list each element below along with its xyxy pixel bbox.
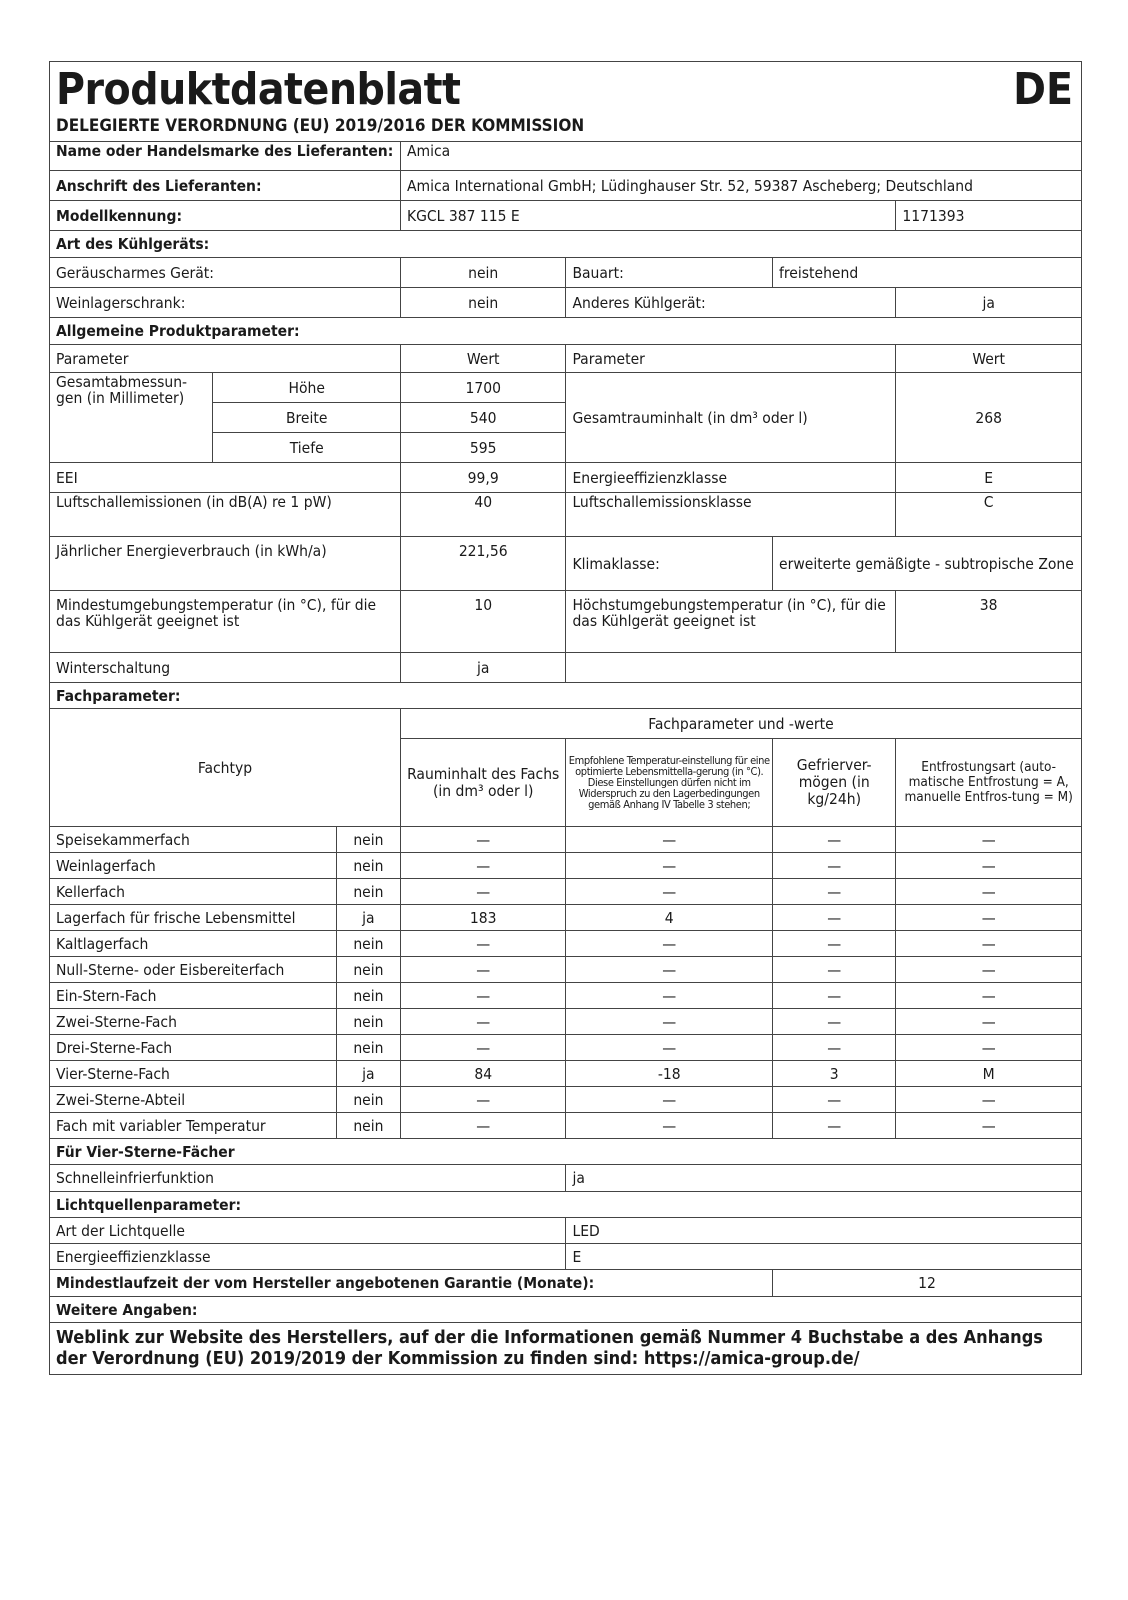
noise-row <box>50 493 1082 537</box>
compartment-values-header: Fachparameter und -werte <box>400 709 1081 739</box>
compartment-row <box>50 1087 1082 1113</box>
compartment-row <box>50 1035 1082 1061</box>
compartment-volume: 84 <box>400 1061 565 1087</box>
compartment-present: nein <box>336 957 400 983</box>
more-heading: Weitere Angaben: <box>50 1297 1082 1323</box>
col-volume-header: Rauminhalt des Fachs (in dm³ oder l) <box>400 739 565 827</box>
compartment-temp: 4 <box>566 905 773 931</box>
winter-value: ja <box>400 653 565 683</box>
ambient-temp-row <box>50 591 1082 653</box>
product-data-sheet <box>49 61 1082 1375</box>
compartment-defrost: M <box>896 1061 1082 1087</box>
compartment-volume: — <box>400 1113 565 1139</box>
value-header-right: Wert <box>896 345 1082 373</box>
compartment-freeze: — <box>773 1087 896 1113</box>
height-value: 1700 <box>400 373 565 403</box>
compartment-rows <box>50 827 1082 1139</box>
param-header: Parameter <box>50 345 401 373</box>
light-class-row <box>50 1244 1082 1270</box>
supplier-name-row <box>50 142 1082 171</box>
supplier-address-value: Amica International GmbH; Lüdinghauser Str. 52, 59387 Ascheberg; Deutschland <box>400 171 1081 201</box>
energy-class-label: Energieeffizienzklasse <box>566 463 896 493</box>
compartment-temp: — <box>566 1113 773 1139</box>
compartment-freeze: — <box>773 1113 896 1139</box>
compartment-defrost: — <box>896 853 1082 879</box>
compartment-defrost: — <box>896 957 1082 983</box>
compartment-present: nein <box>336 1113 400 1139</box>
other-appliance-label: Anderes Kühlgerät: <box>566 288 896 318</box>
quick-freeze-row <box>50 1165 1082 1192</box>
compartment-defrost: — <box>896 1009 1082 1035</box>
compartment-row <box>50 931 1082 957</box>
compartment-temp: — <box>566 1009 773 1035</box>
compartment-freeze: — <box>773 879 896 905</box>
four-star-heading-row <box>50 1139 1082 1165</box>
language-code: DE <box>1013 64 1073 115</box>
noise-value: 40 <box>400 493 565 537</box>
compartment-freeze: — <box>773 827 896 853</box>
volume-value: 268 <box>896 373 1082 463</box>
compartment-present: nein <box>336 1087 400 1113</box>
winter-row <box>50 653 1082 683</box>
energy-row <box>50 537 1082 591</box>
general-heading-row <box>50 318 1082 345</box>
compartment-name: Kellerfach <box>50 879 337 905</box>
compartment-name: Null-Sterne- oder Eisbereiterfach <box>50 957 337 983</box>
depth-label: Tiefe <box>213 433 401 463</box>
design-label: Bauart: <box>566 258 773 288</box>
compartment-freeze: — <box>773 983 896 1009</box>
compartment-present: nein <box>336 827 400 853</box>
compartment-volume: — <box>400 879 565 905</box>
compartment-type-header: Fachtyp <box>50 709 401 827</box>
compartment-name: Speisekammerfach <box>50 827 337 853</box>
warranty-value: 12 <box>773 1270 1082 1297</box>
compartment-defrost: — <box>896 1113 1082 1139</box>
compartment-row <box>50 827 1082 853</box>
min-temp-label: Mindestumgebungstemperatur (in °C), für die das Kühlgerät geeignet ist <box>50 591 401 653</box>
general-columns-row <box>50 345 1082 373</box>
col-defrost-header: Entfrostungsart (auto-matische Entfrostung = A, manuelle Entfros-tung = M) <box>896 739 1082 827</box>
compartment-row <box>50 905 1082 931</box>
compartment-temp: — <box>566 983 773 1009</box>
compartment-volume: — <box>400 1009 565 1035</box>
compartment-temp: — <box>566 827 773 853</box>
compartment-volume: — <box>400 827 565 853</box>
width-value: 540 <box>400 403 565 433</box>
compartment-defrost: — <box>896 905 1082 931</box>
quick-freeze-value: ja <box>566 1165 1082 1192</box>
wine-label: Weinlagerschrank: <box>50 288 401 318</box>
sheet-header <box>49 61 1082 141</box>
model-value: KGCL 387 115 E <box>400 201 895 231</box>
compartment-name: Zwei-Sterne-Fach <box>50 1009 337 1035</box>
dimensions-label: Gesamtabmessun-gen (in Millimeter) <box>50 373 213 463</box>
width-label: Breite <box>213 403 401 433</box>
compartment-freeze: — <box>773 1009 896 1035</box>
compartment-name: Ein-Stern-Fach <box>50 983 337 1009</box>
light-type-value: LED <box>566 1218 1082 1244</box>
quick-freeze-label: Schnelleinfrierfunktion <box>50 1165 566 1192</box>
compartment-temp: — <box>566 1035 773 1061</box>
compartment-name: Fach mit variabler Temperatur <box>50 1113 337 1139</box>
energy-class-value: E <box>896 463 1082 493</box>
compartment-row <box>50 1061 1082 1087</box>
compartment-freeze: — <box>773 1035 896 1061</box>
compartment-volume: — <box>400 957 565 983</box>
page-title: Produktdatenblatt <box>56 64 461 115</box>
low-noise-row <box>50 258 1082 288</box>
compartment-name: Kaltlagerfach <box>50 931 337 957</box>
col-freeze-header: Gefrierver-mögen (in kg/24h) <box>773 739 896 827</box>
compartment-name: Vier-Sterne-Fach <box>50 1061 337 1087</box>
energy-label: Jährlicher Energieverbrauch (in kWh/a) <box>50 537 401 591</box>
model-label: Modellkennung: <box>50 201 401 231</box>
weblink-row <box>50 1323 1082 1375</box>
compartment-present: nein <box>336 1035 400 1061</box>
compartment-row <box>50 853 1082 879</box>
compartment-present: nein <box>336 853 400 879</box>
compartment-defrost: — <box>896 879 1082 905</box>
noise-class-label: Luftschallemissionsklasse <box>566 493 896 537</box>
warranty-label: Mindestlaufzeit der vom Hersteller angebotenen Garantie (Monate): <box>50 1270 773 1297</box>
supplier-address-label: Anschrift des Lieferanten: <box>50 171 401 201</box>
compartment-volume: — <box>400 1035 565 1061</box>
compartments-group-row <box>50 709 1082 739</box>
compartment-row <box>50 983 1082 1009</box>
compartment-volume: — <box>400 931 565 957</box>
wine-value: nein <box>400 288 565 318</box>
low-noise-label: Geräuscharmes Gerät: <box>50 258 401 288</box>
noise-label: Luftschallemissionen (in dB(A) re 1 pW) <box>50 493 401 537</box>
compartment-temp: — <box>566 931 773 957</box>
compartment-freeze: 3 <box>773 1061 896 1087</box>
supplier-name-value: Amica <box>400 142 1081 171</box>
energy-value: 221,56 <box>400 537 565 591</box>
warranty-row <box>50 1270 1082 1297</box>
compartment-name: Weinlagerfach <box>50 853 337 879</box>
light-class-value: E <box>566 1244 1082 1270</box>
compartment-present: nein <box>336 879 400 905</box>
data-table <box>49 141 1082 1375</box>
weblink-text: Weblink zur Website des Herstellers, auf der die Informationen gemäß Nummer 4 Buchstabe a des Anhangs der Verordnung (EU) 2019/2019 der Kommission zu finden sind: https://amica-group.de/ <box>50 1323 1082 1375</box>
compartment-temp: — <box>566 1087 773 1113</box>
compartment-present: nein <box>336 931 400 957</box>
compartment-volume: — <box>400 1087 565 1113</box>
compartment-temp: — <box>566 853 773 879</box>
col-temp-header: Empfohlene Temperatur-einstellung für eine optimierte Lebensmittella-gerung (in °C). Diese Einstellungen dürfen nicht im Widerspruch zu den Lagerbedingungen gemäß Anhang IV Tabelle 3 stehen; <box>566 739 773 827</box>
compartment-defrost: — <box>896 1087 1082 1113</box>
compartment-defrost: — <box>896 1035 1082 1061</box>
type-heading: Art des Kühlgeräts: <box>50 231 1082 258</box>
compartment-freeze: — <box>773 931 896 957</box>
eei-row <box>50 463 1082 493</box>
compartment-row <box>50 957 1082 983</box>
type-heading-row <box>50 231 1082 258</box>
regulation-subtitle: DELEGIERTE VERORDNUNG (EU) 2019/2016 DER KOMMISSION <box>56 116 585 136</box>
compartment-temp: — <box>566 957 773 983</box>
height-row <box>50 373 1082 403</box>
model-row <box>50 201 1082 231</box>
compartment-temp: — <box>566 879 773 905</box>
supplier-name-label: Name oder Handelsmarke des Lieferanten: <box>50 142 401 171</box>
supplier-address-row <box>50 171 1082 201</box>
value-header: Wert <box>400 345 565 373</box>
min-temp-value: 10 <box>400 591 565 653</box>
height-label: Höhe <box>213 373 401 403</box>
compartment-name: Lagerfach für frische Lebensmittel <box>50 905 337 931</box>
light-heading-row <box>50 1192 1082 1218</box>
light-class-label: Energieeffizienzklasse <box>50 1244 566 1270</box>
compartment-freeze: — <box>773 957 896 983</box>
wine-row <box>50 288 1082 318</box>
depth-value: 595 <box>400 433 565 463</box>
compartments-heading: Fachparameter: <box>50 683 1082 709</box>
compartment-freeze: — <box>773 853 896 879</box>
more-heading-row <box>50 1297 1082 1323</box>
light-type-label: Art der Lichtquelle <box>50 1218 566 1244</box>
four-star-heading: Für Vier-Sterne-Fächer <box>50 1139 1082 1165</box>
compartment-row <box>50 879 1082 905</box>
compartment-present: nein <box>336 1009 400 1035</box>
climate-label: Klimaklasse: <box>566 537 773 591</box>
model-number: 1171393 <box>896 201 1082 231</box>
compartment-name: Drei-Sterne-Fach <box>50 1035 337 1061</box>
max-temp-label: Höchstumgebungstemperatur (in °C), für die das Kühlgerät geeignet ist <box>566 591 896 653</box>
other-appliance-value: ja <box>896 288 1082 318</box>
param-header-right: Parameter <box>566 345 896 373</box>
light-heading: Lichtquellenparameter: <box>50 1192 1082 1218</box>
winter-empty-cell <box>566 653 1082 683</box>
compartment-defrost: — <box>896 827 1082 853</box>
climate-value: erweiterte gemäßigte - subtropische Zone <box>773 537 1082 591</box>
compartment-name: Zwei-Sterne-Abteil <box>50 1087 337 1113</box>
design-value: freistehend <box>773 258 1082 288</box>
compartment-present: ja <box>336 1061 400 1087</box>
compartment-row <box>50 1113 1082 1139</box>
compartment-freeze: — <box>773 905 896 931</box>
compartment-volume: — <box>400 983 565 1009</box>
compartment-present: ja <box>336 905 400 931</box>
winter-label: Winterschaltung <box>50 653 401 683</box>
compartment-present: nein <box>336 983 400 1009</box>
noise-class-value: C <box>896 493 1082 537</box>
compartment-volume: — <box>400 853 565 879</box>
low-noise-value: nein <box>400 258 565 288</box>
eei-label: EEI <box>50 463 401 493</box>
max-temp-value: 38 <box>896 591 1082 653</box>
compartment-temp: -18 <box>566 1061 773 1087</box>
compartments-heading-row <box>50 683 1082 709</box>
compartment-volume: 183 <box>400 905 565 931</box>
compartment-defrost: — <box>896 931 1082 957</box>
compartment-defrost: — <box>896 983 1082 1009</box>
compartment-row <box>50 1009 1082 1035</box>
general-heading: Allgemeine Produktparameter: <box>50 318 1082 345</box>
volume-label: Gesamtrauminhalt (in dm³ oder l) <box>566 373 896 463</box>
eei-value: 99,9 <box>400 463 565 493</box>
light-type-row <box>50 1218 1082 1244</box>
